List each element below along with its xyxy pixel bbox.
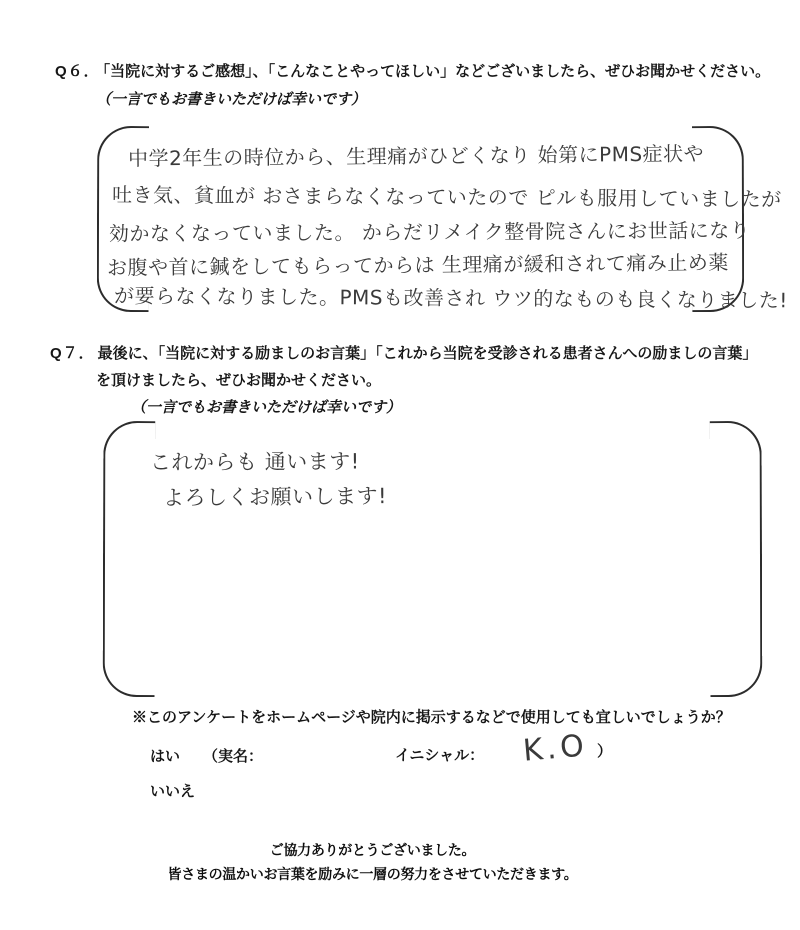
closing-paren: ） [597, 743, 613, 760]
footer-thanks: ご協力ありがとうございました。 [269, 842, 476, 858]
q7-question-text-line2: を頂けましたら、ぜひお聞かせください。 [96, 372, 382, 389]
q6-handwritten-line: 中学2年生の時位から、生理痛がひどくなり 始第にPMS症状や [127, 141, 705, 171]
q6-note: （一言でもお書きいただけば幸いです） [96, 91, 367, 108]
q7-question-text-line1: 最後に、「当院に対する励ましのお言葉」「これから当院を受診される患者さんへの励ましの言葉」 [97, 345, 758, 362]
q6-question-text: 「当院に対するご感想」、「こんなことやってほしい」などございましたら、ぜひお聞かせください。 [102, 63, 771, 80]
q6-handwritten-line: が要らなくなりました。PMSも改善され ウツ的なものも良くなりました! [113, 283, 788, 313]
q6-label: Q６． [55, 63, 100, 80]
q7-answer-box-left-bracket [103, 421, 156, 697]
q6-handwritten-line: 吐き気、貧血が おさまらなくなっていたので ピルも服用していましたが [111, 182, 782, 212]
q7-label: Q７． [50, 345, 95, 362]
initial-label: イニシャル： [395, 747, 485, 764]
q6-handwritten-line: 効かなくなっていました。 からだリメイク整骨院さんにお世話になり [108, 218, 751, 246]
q7-handwritten-line: これからも 通います! [149, 449, 360, 475]
option-yes: はい [150, 748, 181, 765]
handwritten-initial: K.O [521, 728, 590, 769]
q6-handwritten-line: お腹や首に鍼をしてもらってからは 生理痛が緩和されて痛み止め薬 [106, 250, 729, 280]
footer-message: 皆さまの温かいお言葉を励みに一層の努力をさせていただきます。 [167, 866, 578, 882]
option-no: いいえ [150, 783, 196, 800]
real-name-label: （実名： [203, 748, 264, 765]
q7-handwritten-line: よろしくお願いします! [162, 484, 388, 510]
usage-permission-question: ※このアンケートをホームページや院内に掲示するなどで使用しても宜しいでしょうか？ [132, 709, 731, 726]
q7-question [50, 342, 757, 363]
q7-answer-box-right-bracket [710, 421, 763, 697]
q6-question [55, 60, 770, 81]
q7-note: （一言でもお書きいただけば幸いです） [131, 399, 402, 416]
